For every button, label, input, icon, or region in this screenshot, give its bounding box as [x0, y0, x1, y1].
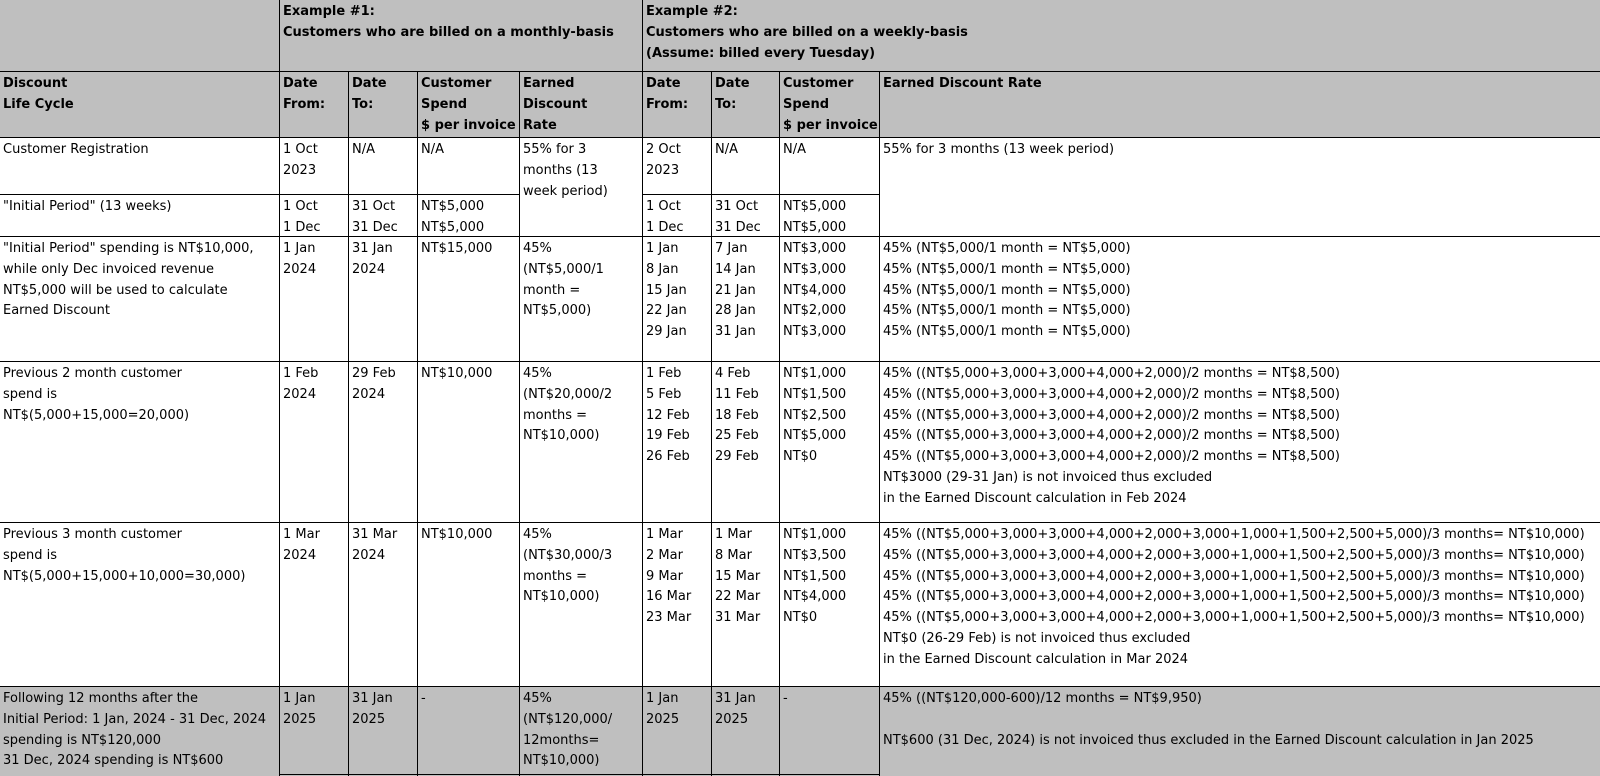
jan-weekly-from: 1 Jan 8 Jan 15 Jan 22 Jan 29 Jan: [646, 241, 687, 340]
jan-weekly-rate: 45% (NT$5,000/1 month = NT$5,000) 45% (NT$5,000/1 month = NT$5,000) 45% (NT$5,000/1 month = NT$5,000) 45% (NT$5,000/1 month = NT$5,000) 45% (NT$5,000/1 month = NT$5,000): [883, 241, 1131, 340]
following-monthly-rate: 45% (NT$120,000/ 12months= NT$10,000): [523, 691, 613, 769]
grid-line: [279, 0, 280, 776]
following-lifecycle: Following 12 months after the Initial Period: 1 Jan, 2024 - 31 Dec, 2024 spending is NT$120,000 31 Dec, 2024 spending is NT$600: [3, 691, 267, 769]
feb-weekly-rate: 45% ((NT$5,000+3,000+3,000+4,000+2,000)/2 months = NT$8,500) 45% ((NT$5,000+3,000+3,000+4,000+2,000)/2 months = NT$8,500) 45% ((NT$5,000+3,000+3,000+4,000+2,000)/2 months = NT$8,500) 45% ((NT$5,000+3,000+3,000+4,000+2,000)/2 months = NT$8,500) 45% ((NT$5,000+3,000+3,000+4,000+2,000)/2 months = NT$8,500) NT$3000 (29-31 Jan) is not invoiced thus excluded in the Earned Discount calculation in Feb 2024: [883, 366, 1340, 506]
jan-monthly-rate: 45% (NT$5,000/1 month = NT$5,000): [523, 241, 604, 319]
col-header-monthly-date-to: Date To:: [352, 76, 387, 112]
feb-monthly-rate: 45% (NT$20,000/2 months = NT$10,000): [523, 366, 613, 444]
col-header-weekly-date-to: Date To:: [715, 76, 750, 112]
mar-lifecycle: Previous 3 month customer spend is NT$(5,000+15,000+10,000=30,000): [3, 527, 246, 584]
grid-line: [0, 71, 1600, 72]
col-header-monthly-rate: Earned Discount Rate: [523, 76, 588, 133]
grid-line: [642, 0, 643, 776]
following-weekly-from: 1 Jan 2025: [646, 691, 680, 727]
mar-monthly-rate: 45% (NT$30,000/3 months = NT$10,000): [523, 527, 613, 605]
following-weekly-spend: -: [783, 691, 788, 706]
example2-header: Example #2: Customers who are billed on a weekly-basis (Assume: billed every Tuesday): [646, 4, 968, 61]
initial-monthly-to: 31 Oct 31 Dec: [352, 199, 398, 235]
col-header-lifecycle: Discount Life Cycle: [3, 76, 74, 112]
grid-line: [0, 361, 1600, 362]
mar-weekly-from: 1 Mar 2 Mar 9 Mar 16 Mar 23 Mar: [646, 527, 692, 626]
feb-weekly-spend: NT$1,000 NT$1,500 NT$2,500 NT$5,000 NT$0: [783, 366, 847, 465]
jan-weekly-to: 7 Jan 14 Jan 21 Jan 28 Jan 31 Jan: [715, 241, 756, 340]
grid-line: [642, 194, 880, 195]
grid-line: [0, 137, 1600, 138]
reg-monthly-spend: N/A: [421, 142, 444, 157]
grid-line: [279, 774, 879, 775]
grid-line: [779, 71, 780, 776]
following-monthly-from: 1 Jan 2025: [283, 691, 317, 727]
reg-weekly-from: 2 Oct 2023: [646, 142, 681, 178]
jan-monthly-to: 31 Jan 2024: [352, 241, 393, 277]
reg-monthly-rate: 55% for 3 months (13 week period): [523, 142, 608, 199]
reg-lifecycle: Customer Registration: [3, 142, 149, 157]
grid-line: [0, 236, 1600, 237]
following-monthly-to: 31 Jan 2025: [352, 691, 393, 727]
feb-monthly-from: 1 Feb 2024: [283, 366, 319, 402]
mar-monthly-to: 31 Mar 2024: [352, 527, 398, 563]
following-weekly-to: 31 Jan 2025: [715, 691, 756, 727]
mar-monthly-spend: NT$10,000: [421, 527, 493, 542]
initial-weekly-spend: NT$5,000 NT$5,000: [783, 199, 847, 235]
feb-weekly-from: 1 Feb 5 Feb 12 Feb 19 Feb 26 Feb: [646, 366, 690, 465]
jan-weekly-spend: NT$3,000 NT$3,000 NT$4,000 NT$2,000 NT$3,000: [783, 241, 847, 340]
reg-monthly-from: 1 Oct 2023: [283, 142, 318, 178]
grid-line: [0, 194, 520, 195]
initial-monthly-from: 1 Oct 1 Dec: [283, 199, 321, 235]
mar-weekly-to: 1 Mar 8 Mar 15 Mar 22 Mar 31 Mar: [715, 527, 761, 626]
feb-monthly-to: 29 Feb 2024: [352, 366, 396, 402]
mar-monthly-from: 1 Mar 2024: [283, 527, 320, 563]
col-header-monthly-date-from: Date From:: [283, 76, 326, 112]
grid-line: [0, 522, 1600, 523]
reg-weekly-rate: 55% for 3 months (13 week period): [883, 142, 1115, 157]
col-header-monthly-spend: Customer Spend $ per invoice: [421, 76, 516, 133]
feb-monthly-spend: NT$10,000: [421, 366, 493, 381]
feb-lifecycle: Previous 2 month customer spend is NT$(5,000+15,000=20,000): [3, 366, 190, 423]
initial-lifecycle: "Initial Period" (13 weeks): [3, 199, 172, 214]
jan-monthly-from: 1 Jan 2024: [283, 241, 317, 277]
grid-line: [417, 71, 418, 776]
mar-weekly-rate: 45% ((NT$5,000+3,000+3,000+4,000+2,000+3,000+1,000+1,500+2,500+5,000)/3 months= NT$10,000) 45% ((NT$5,000+3,000+3,000+4,000+2,000+3,000+1,000+1,500+2,500+5,000)/3 months= NT$10,000) 45% ((NT$5,000+3,000+3,000+4,000+2,000+3,000+1,000+1,500+2,500+5,000)/3 months= NT$10,000) 45% ((NT$5,000+3,000+3,000+4,000+2,000+3,000+1,000+1,500+2,500+5,000)/3 months= NT$10,000) 45% ((NT$5,000+3,000+3,000+4,000+2,000+3,000+1,000+1,500+2,500+5,000)/3 months= NT$10,000) NT$0 (26-29 Feb) is not invoiced thus excluded in the Earned Discount calculation in Mar 2024: [883, 527, 1585, 667]
following-monthly-spend: -: [421, 691, 426, 706]
example1-header: Example #1: Customers who are billed on a monthly-basis: [283, 4, 614, 40]
following-weekly-rate: 45% ((NT$120,000-600)/12 months = NT$9,950) NT$600 (31 Dec, 2024) is not invoiced thus excluded in the Earned Discount calculation in Jan 2025: [883, 691, 1534, 748]
reg-weekly-spend: N/A: [783, 142, 806, 157]
reg-weekly-to: N/A: [715, 142, 738, 157]
mar-weekly-spend: NT$1,000 NT$3,500 NT$1,500 NT$4,000 NT$0: [783, 527, 847, 626]
initial-weekly-to: 31 Oct 31 Dec: [715, 199, 761, 235]
initial-weekly-from: 1 Oct 1 Dec: [646, 199, 684, 235]
jan-monthly-spend: NT$15,000: [421, 241, 493, 256]
jan-lifecycle: "Initial Period" spending is NT$10,000, while only Dec invoiced revenue NT$5,000 will be used to calculate Earned Discount: [3, 241, 254, 319]
grid-line: [519, 71, 520, 776]
grid-line: [0, 686, 1600, 687]
grid-line: [879, 71, 880, 776]
grid-line: [348, 71, 349, 776]
col-header-weekly-date-from: Date From:: [646, 76, 689, 112]
reg-monthly-to: N/A: [352, 142, 375, 157]
col-header-weekly-rate: Earned Discount Rate: [883, 76, 1042, 91]
grid-line: [711, 71, 712, 776]
feb-weekly-to: 4 Feb 11 Feb 18 Feb 25 Feb 29 Feb: [715, 366, 759, 465]
initial-monthly-spend: NT$5,000 NT$5,000: [421, 199, 485, 235]
col-header-weekly-spend: Customer Spend $ per invoice: [783, 76, 878, 133]
